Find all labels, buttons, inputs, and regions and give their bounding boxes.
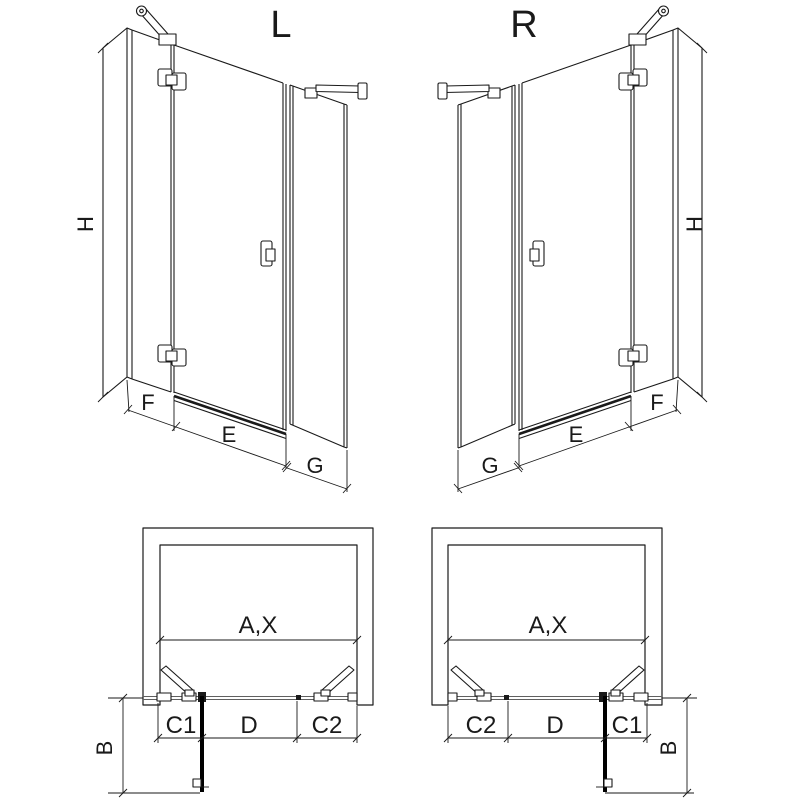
left-plan-d-label: D <box>240 712 258 739</box>
left-height-label: H <box>73 216 98 232</box>
depth-dimension <box>605 694 697 797</box>
right-plan-depth-label: B <box>656 740 681 756</box>
open-door-line <box>596 696 612 792</box>
right-plan-c2-label: C2 <box>465 712 497 739</box>
left-plan-c1-label: C1 <box>165 712 197 739</box>
right-plan-d-label: D <box>546 712 564 739</box>
corner-braces <box>451 666 644 696</box>
right-perspective-view <box>438 6 707 493</box>
depth-dimension <box>108 694 200 797</box>
right-g-label: G <box>481 453 499 478</box>
right-f-label: F <box>650 390 664 415</box>
left-plan-c2-label: C2 <box>311 712 343 739</box>
left-perspective-view <box>98 6 367 493</box>
right-plan-c1-label: C1 <box>611 712 643 739</box>
corner-braces <box>161 666 354 696</box>
right-plan-view <box>432 528 697 797</box>
right-plan-opening-label: A,X <box>528 612 568 639</box>
left-view-title: L <box>270 4 292 46</box>
open-door-line <box>193 696 209 792</box>
labels <box>73 4 707 755</box>
right-view-title: R <box>510 4 538 46</box>
left-plan-view <box>108 528 373 797</box>
left-f-label: F <box>141 390 155 415</box>
left-plan-opening-label: A,X <box>238 612 278 639</box>
left-g-label: G <box>306 453 324 478</box>
right-height-label: H <box>682 216 707 232</box>
left-plan-depth-label: B <box>92 740 117 756</box>
left-e-label: E <box>221 422 237 447</box>
right-e-label: E <box>568 422 584 447</box>
